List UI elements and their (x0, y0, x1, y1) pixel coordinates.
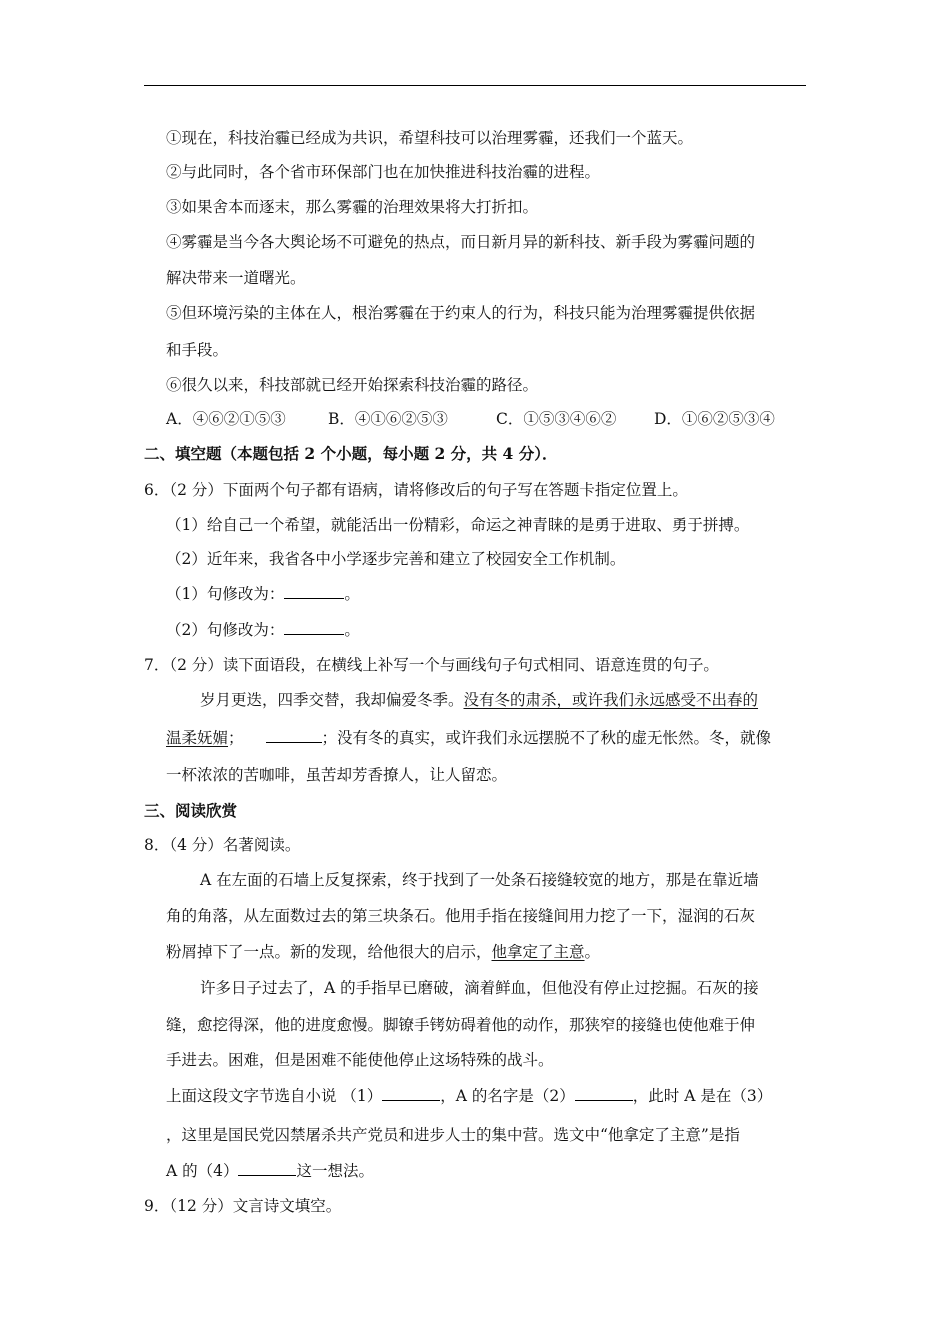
option-c: C．①⑤③④⑥② (496, 410, 617, 428)
q8-question-part-c: ，此时 A 是在（3） (632, 1087, 773, 1105)
option-d: D．①⑥②⑤③④ (654, 410, 775, 428)
q7-separator: ； (228, 729, 244, 747)
q8-question-line-2: ，这里是国民党囚禁屠杀共产党员和进步人士的集中营。选文中“他拿定了主意”是指 (166, 1126, 740, 1144)
section-2-heading: 二、填空题（本题包括 2 个小题，每小题 2 分，共 4 分）． (144, 444, 558, 463)
q7-underlined-sentence-end: 温柔妩媚 (166, 729, 229, 747)
q7-line-2-rest: ；没有冬的真实，或许我们永远摆脱不了秋的虚无怅然。冬，就像 (321, 729, 772, 747)
q8-blank-1[interactable] (382, 1086, 440, 1101)
q7-underlined-sentence: 没有冬的肃杀，或许我们永远感受不出春的 (463, 691, 759, 709)
q6-answer-2-blank[interactable] (284, 620, 344, 635)
q6-stem: 6．（2 分）下面两个句子都有语病，请将修改后的句子写在答题卡指定位置上。 (144, 481, 688, 499)
q7-line-3: 一杯浓浓的苦咖啡，虽苦却芳香撩人，让人留恋。 (166, 766, 508, 784)
q7-stem: 7．（2 分）读下面语段，在横线上补写一个与画线句子句式相同、语意连贯的句子。 (144, 656, 719, 674)
q8-question-line-1 (166, 1086, 772, 1106)
section-3-heading: 三、阅读欣赏 (144, 801, 238, 820)
sentence-1: ①现在，科技治霾已经成为共识，希望科技可以治理雾霾，还我们一个蓝天。 (166, 129, 694, 147)
q8-para-1-line-2: 角的角落，从左面数过去的第三块条石。他用手指在接缝间用力挖了一下，湿润的石灰 (166, 907, 756, 925)
q6-answer-1-blank[interactable] (284, 584, 344, 599)
q7-line-1-plain: 岁月更迭，四季交替，我却偏爱冬季。 (200, 691, 464, 709)
q8-para-2-line-1: 许多日子过去了，A 的手指早已磨破，滴着鲜血，但他没有停止过挖掘。石灰的接 (200, 979, 759, 997)
option-a: A．④⑥②①⑤③ (166, 410, 286, 428)
q8-para-1-line-3-plain: 粉屑掉下了一点。新的发现，给他很大的启示， (166, 943, 492, 961)
q7-line-1 (200, 690, 758, 710)
option-b: B．④①⑥②⑤③ (328, 410, 448, 428)
q6-sentence-1: （1）给自己一个希望，就能活出一份精彩，命运之神青睐的是勇于进取、勇于拼搏。 (166, 516, 750, 534)
q8-para-2-line-2: 缝，愈挖得深，他的进度愈慢。脚镣手铐妨碍着他的动作，那狭窄的接缝也使他难于伸 (166, 1016, 756, 1034)
sentence-2: ②与此同时，各个省市环保部门也在加快推进科技治霾的进程。 (166, 163, 601, 181)
q8-stem: 8．（4 分）名著阅读。 (144, 836, 301, 854)
q8-question-part-b: ，A 的名字是（2） (440, 1087, 575, 1105)
q7-answer-blank[interactable] (266, 728, 322, 743)
q6-answer-1-end: 。 (344, 585, 360, 603)
q8-para-1-line-3-end: 。 (584, 943, 601, 961)
q8-underlined-phrase: 他拿定了主意 (491, 943, 585, 961)
sentence-4: ④雾霾是当今各大舆论场不可避免的热点，而日新月异的新科技、新手段为雾霾问题的 (166, 233, 756, 251)
q6-answer-2 (166, 620, 360, 640)
q7-line-2 (166, 728, 771, 748)
q8-question-part-a: 上面这段文字节选自小说 （1） (166, 1087, 383, 1105)
sentence-6: ⑥很久以来，科技部就已经开始探索科技治霾的路径。 (166, 376, 539, 394)
sentence-5: ⑤但环境污染的主体在人，根治雾霾在于约束人的行为，科技只能为治理雾霾提供依据 (166, 304, 756, 322)
q8-blank-2[interactable] (575, 1086, 633, 1101)
q8-para-2-line-3: 手进去。困难，但是困难不能使他停止这场特殊的战斗。 (166, 1051, 554, 1069)
header-rule (144, 85, 806, 86)
q8-question-line-3 (166, 1161, 374, 1181)
q9-stem: 9．（12 分）文言诗文填空。 (144, 1197, 342, 1215)
q6-answer-2-end: 。 (344, 621, 360, 639)
q8-question-part-f: 这一想法。 (296, 1162, 374, 1180)
sentence-4-cont: 解决带来一道曙光。 (166, 269, 306, 287)
q8-question-part-e: A 的（4） (166, 1162, 239, 1180)
sentence-5-cont: 和手段。 (166, 341, 229, 359)
q6-answer-2-label: （2）句修改为： (166, 621, 285, 639)
q8-blank-4[interactable] (238, 1161, 296, 1176)
q6-answer-1-label: （1）句修改为： (166, 585, 285, 603)
q6-answer-1 (166, 584, 360, 604)
sentence-3: ③如果舍本而逐末，那么雾霾的治理效果将大打折扣。 (166, 198, 539, 216)
q6-sentence-2: （2）近年来，我省各中小学逐步完善和建立了校园安全工作机制。 (166, 550, 626, 568)
q8-para-1-line-1: A 在左面的石墙上反复探索，终于找到了一处条石接缝较宽的地方，那是在靠近墙 (200, 871, 759, 889)
q8-para-1-line-3 (166, 942, 600, 962)
